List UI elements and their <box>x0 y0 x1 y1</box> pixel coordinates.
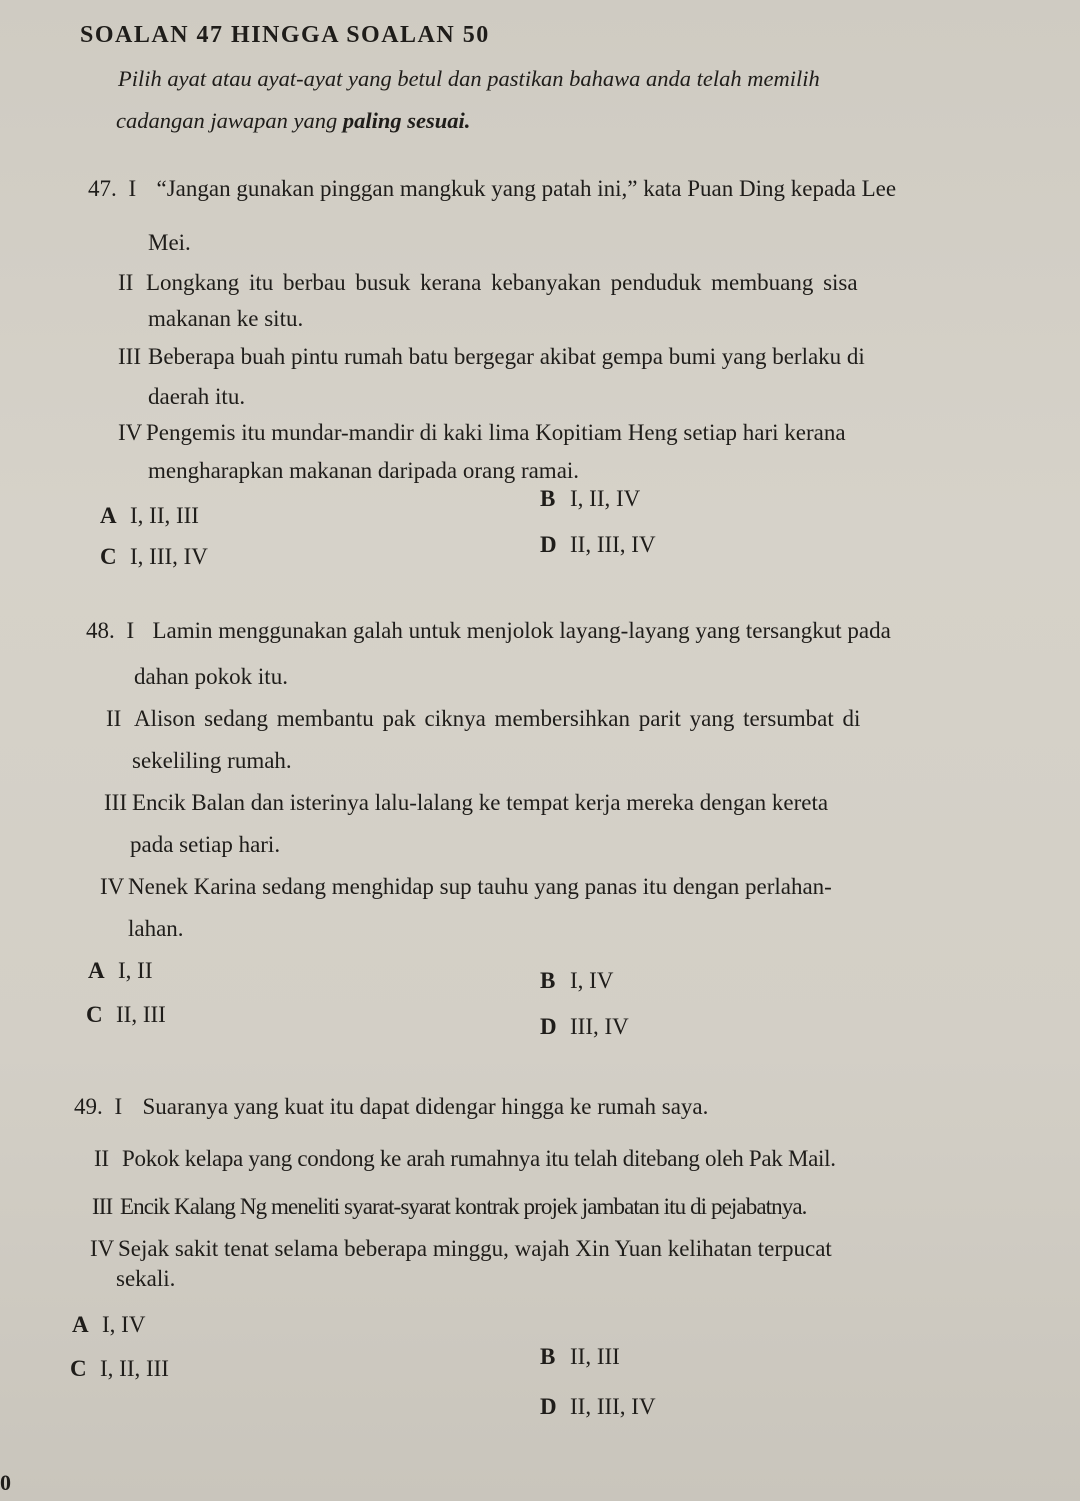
section-title: SOALAN 47 HINGGA SOALAN 50 <box>80 22 490 48</box>
q47-option-d[interactable] <box>540 532 656 558</box>
option-text: I, II, IV <box>570 486 641 511</box>
option-text: II, III <box>570 1344 620 1369</box>
q47-number: 47. <box>88 176 117 201</box>
q48-statement-2 <box>106 706 860 732</box>
q47-s4-text: Pengemis itu mundar-mandir di kaki lima Kopitiam Heng setiap hari kerana <box>146 420 846 445</box>
q48-s4-label: IV <box>100 874 125 899</box>
option-text: I, IV <box>570 968 614 993</box>
q48-s2-label: II <box>106 706 122 731</box>
q48-s2-text: Alison sedang membantu pak ciknya membersihkan parit yang tersumbat di <box>134 706 861 731</box>
option-text: II, III <box>116 1002 166 1027</box>
q47-statement-2 <box>118 270 858 296</box>
option-letter: B <box>540 1344 556 1369</box>
instruction-line-1: Pilih ayat atau ayat-ayat yang betul dan pastikan bahawa anda telah memilih <box>118 66 820 91</box>
q48-s1-cont: dahan pokok itu. <box>134 664 288 689</box>
q48-s4-text: Nenek Karina sedang menghidap sup tauhu yang panas itu dengan perlahan- <box>128 874 832 899</box>
q49-statement-2 <box>94 1146 836 1172</box>
option-letter: C <box>100 544 117 569</box>
page-corner-mark: 0 <box>0 1470 11 1495</box>
option-text: I, II, III <box>130 503 199 528</box>
q49-number: 49. <box>74 1094 103 1119</box>
q49-s3-label: III <box>92 1194 113 1219</box>
q49-s3-text: Encik Kalang Ng meneliti syarat-syarat kontrak projek jambatan itu di pejabatnya. <box>120 1194 807 1219</box>
q49-s2-label: II <box>94 1146 109 1171</box>
option-letter: A <box>72 1312 89 1337</box>
q47-s1-cont: Mei. <box>148 230 191 255</box>
option-text: I, II <box>118 958 153 983</box>
option-text: I, II, III <box>100 1356 169 1381</box>
q47-statement-3 <box>118 344 865 370</box>
q47-s4-cont: mengharapkan makanan daripada orang ramai. <box>148 458 580 483</box>
q47-option-a[interactable] <box>100 503 199 529</box>
q49-s2-text: Pokok kelapa yang condong ke arah rumahnya itu telah ditebang oleh Pak Mail. <box>122 1146 836 1171</box>
option-letter: D <box>540 1394 557 1419</box>
q47-s1-text: “Jangan gunakan pinggan mangkuk yang patah ini,” kata Puan Ding kepada Lee <box>156 176 897 201</box>
q48-s3-label: III <box>104 790 127 815</box>
option-letter: A <box>100 503 117 528</box>
q48-s4-cont: lahan. <box>128 916 184 941</box>
q49-s4-label: IV <box>90 1236 115 1261</box>
option-letter: B <box>540 968 556 993</box>
instruction-line-2 <box>116 108 470 134</box>
q47-s3-cont: daerah itu. <box>148 384 246 409</box>
option-text: I, III, IV <box>130 544 208 569</box>
option-text: II, III, IV <box>570 1394 656 1419</box>
option-text: I, IV <box>102 1312 146 1337</box>
q48-statement-1 <box>86 618 891 644</box>
option-letter: D <box>540 532 557 557</box>
q48-number: 48. <box>86 618 115 643</box>
q47-s2-cont: makanan ke situ. <box>148 306 304 331</box>
q47-statement-4 <box>118 420 846 446</box>
q47-statement-1 <box>88 176 896 202</box>
q49-option-a[interactable] <box>72 1312 145 1338</box>
q47-s2-text: Longkang itu berbau busuk kerana kebanyakan penduduk membuang sisa <box>146 270 858 295</box>
option-letter: C <box>86 1002 103 1027</box>
q47-option-c[interactable] <box>100 544 208 570</box>
q47-s4-label: IV <box>118 420 143 445</box>
q47-s2-label: II <box>118 270 134 295</box>
q47-s1-label: I <box>128 176 137 201</box>
instruction-line-2-start: cadangan jawapan yang <box>116 108 343 133</box>
q49-statement-3 <box>92 1194 806 1220</box>
q49-statement-1 <box>74 1094 708 1120</box>
q49-s1-label: I <box>114 1094 123 1119</box>
q48-statement-3 <box>104 790 828 816</box>
option-text: III, IV <box>570 1014 629 1039</box>
q48-option-d[interactable] <box>540 1014 629 1040</box>
option-letter: B <box>540 486 556 511</box>
q49-option-c[interactable] <box>70 1356 169 1382</box>
option-letter: C <box>70 1356 87 1381</box>
q47-option-b[interactable] <box>540 486 640 512</box>
q47-s3-label: III <box>118 344 141 369</box>
q49-s4-cont: sekali. <box>116 1266 176 1291</box>
q49-statement-4 <box>90 1236 832 1262</box>
option-letter: A <box>88 958 105 983</box>
option-letter: D <box>540 1014 557 1039</box>
q49-s1-text: Suaranya yang kuat itu dapat didengar hingga ke rumah saya. <box>142 1094 709 1119</box>
q48-option-b[interactable] <box>540 968 613 994</box>
q49-option-b[interactable] <box>540 1344 620 1370</box>
q47-s3-text: Beberapa buah pintu rumah batu bergegar akibat gempa bumi yang berlaku di <box>148 344 865 369</box>
q48-option-c[interactable] <box>86 1002 166 1028</box>
q49-s4-text: Sejak sakit tenat selama beberapa minggu, wajah Xin Yuan kelihatan terpucat <box>118 1236 832 1261</box>
q48-s1-text: Lamin menggunakan galah untuk menjolok layang-layang yang tersangkut pada <box>152 618 891 643</box>
q48-s3-cont: pada setiap hari. <box>130 832 281 857</box>
option-text: II, III, IV <box>570 532 656 557</box>
q48-option-a[interactable] <box>88 958 152 984</box>
instruction-emphasis: paling sesuai. <box>342 108 471 133</box>
q48-statement-4 <box>100 874 832 900</box>
q48-s2-cont: sekeliling rumah. <box>132 748 292 773</box>
q48-s3-text: Encik Balan dan isterinya lalu-lalang ke tempat kerja mereka dengan kereta <box>132 790 829 815</box>
q49-option-d[interactable] <box>540 1394 656 1420</box>
q48-s1-label: I <box>126 618 135 643</box>
